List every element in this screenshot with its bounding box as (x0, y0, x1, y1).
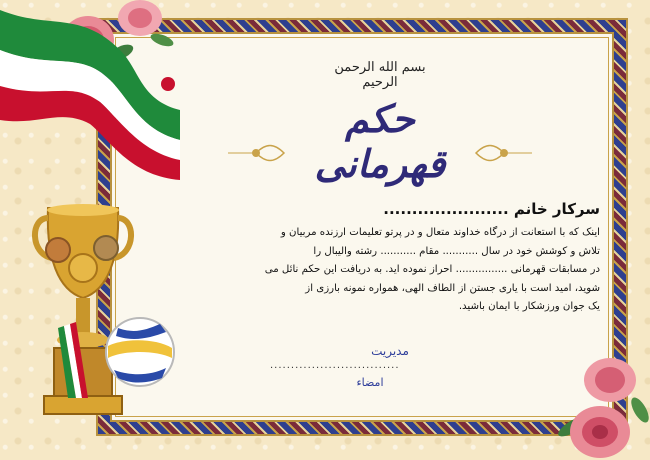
flowers-bottom-right-icon (540, 340, 650, 460)
body-line: در مسابقات قهرمانی ................ احراز نموده اید. به دریافت این حکم نائل می (264, 264, 600, 275)
ornament-right-icon (474, 138, 534, 168)
signature-placeholder: ............................... (270, 360, 400, 371)
ornament-left-icon (226, 138, 286, 168)
certificate-body (180, 224, 600, 317)
body-line: تلاش و کوشش خود در سال ........... مقام ........... رشته والیبال را (313, 245, 600, 257)
certificate-title: حکم قهرمانی (314, 96, 446, 186)
signature-title: مدیریت (371, 344, 409, 358)
body-line: شوید، امید است با یاری جستن از الطاف الهی، همواره نمونه بارزی از (305, 282, 600, 294)
basmala: بسم الله الرحمن الرحیم (334, 60, 426, 90)
recipient-line: سرکار خانم ...................... (383, 200, 600, 218)
signature-label: امضاء (356, 376, 384, 389)
body-line: اینک که با استعانت از درگاه خداوند متعال و در پرتو تعلیمات ارزنده مربیان و (280, 227, 600, 238)
flag-ribbon-icon (0, 0, 190, 180)
volleyball-icon (104, 316, 176, 388)
body-line: یک جوان ورزشکار با ایمان باشید. (458, 301, 600, 312)
